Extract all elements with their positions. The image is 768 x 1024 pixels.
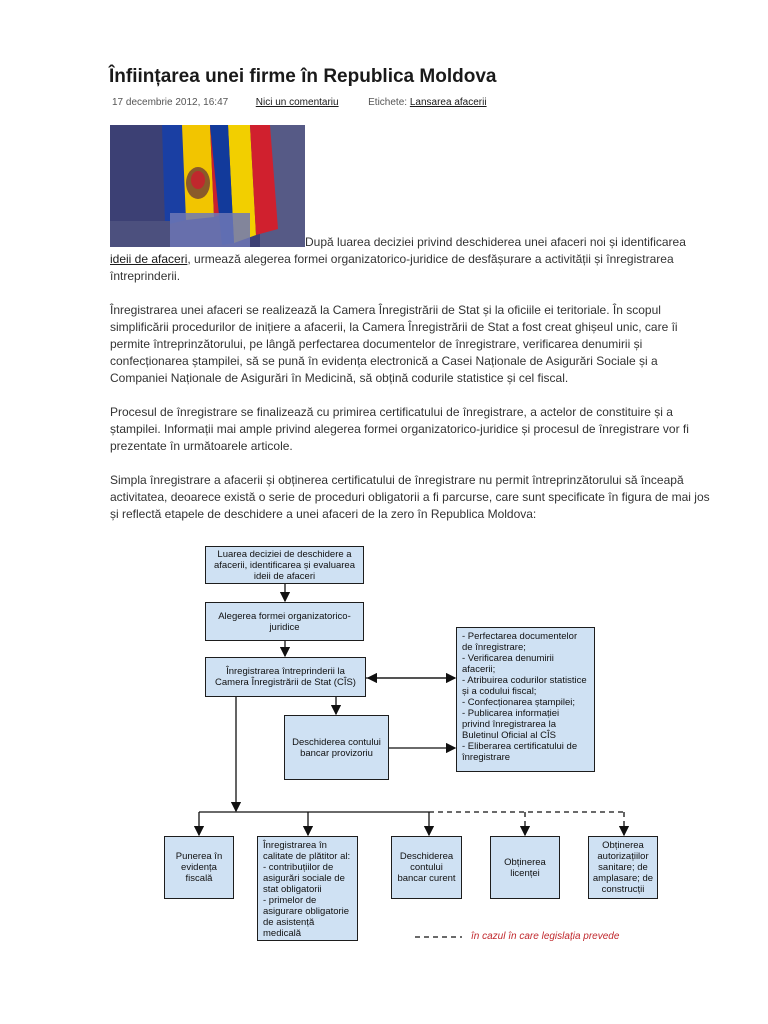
authorizations-label: Obținerea autorizațiilor sanitare; de amplasare; de construcții	[592, 840, 654, 895]
license-box	[490, 836, 560, 899]
license-label: Obținerea licenței	[504, 856, 546, 879]
fiscal-record-box	[164, 836, 234, 899]
contributions-box	[257, 836, 358, 941]
paragraph-4: Simpla înregistrare a afacerii și obținerea certificatului de înregistrare nu permit întreprinzătorului să înceapă activitatea, deoarece există o serie de proceduri obligatorii a fi parcurse, care sunt specificate în figura de mai jos și reflectă etapele de deschidere a unei afaceri de la zero în Republica Moldova:	[110, 473, 710, 521]
article-title: Înființarea unei firme în Republica Moldova	[109, 66, 497, 87]
registration-details-label: - Perfectarea documentelor de înregistrare; - Verificarea denumirii afacerii; - Atribuirea codurilor statistice și a codului fiscal; - Confecționarea ștampilei; - Publicarea informației privind înregistrarea la Buletinul Oficial al CÎS - Eliberarea certificatului de înregistrare	[462, 631, 587, 763]
current-account-label: Deschiderea contului bancar curent	[397, 851, 456, 884]
fiscal-record-label: Punerea în evidența fiscală	[175, 851, 223, 884]
tag-link[interactable]: Lansarea afacerii	[409, 97, 487, 108]
step-decision-box	[205, 546, 364, 584]
current-account-box	[391, 836, 462, 899]
business-idea-link[interactable]: ideii de afaceri	[110, 252, 188, 266]
tags-label: Etichete:	[368, 97, 408, 108]
post-date: 17 decembrie 2012, 16:47	[112, 97, 229, 108]
authorizations-box	[588, 836, 658, 899]
step-provisional-account-label: Deschiderea contului bancar provizoriu	[292, 736, 381, 759]
step-provisional-account-box	[284, 715, 389, 780]
paragraph-3: Procesul de înregistrare se finalizează cu primirea certificatului de înregistrare, a actelor de constituire și a ștampilei. Informații mai ample privind alegerea formei organizatorico-juridice și procesul de înregistrare vor fi prezentate în următoarele articole.	[110, 405, 689, 453]
dashed-line-legend: în cazul în care legislația prevede	[471, 931, 620, 942]
step-registration-label: Înregistrarea întreprinderii la Camera Înregistrării de Stat (CÎS)	[215, 666, 356, 688]
step-decision-label: Luarea deciziei de deschidere a afacerii, identificarea și evaluarea ideii de afaceri	[214, 548, 355, 582]
registration-details-box	[456, 627, 595, 772]
step-legal-form-box	[205, 602, 364, 641]
contributions-label: Înregistrarea în calitate de plătitor al: - contribuțiilor de asigurări sociale de stat obligatorii - primelor de asigurare obligatorie de asistență medicală	[263, 840, 351, 939]
step-registration-box	[205, 657, 366, 697]
paragraph-1-text-end: , urmează alegerea formei organizatorico-juridice de desfășurare a activității și înregistrarea întreprinderii.	[110, 252, 674, 283]
paragraph-2: Înregistrarea unei afaceri se realizează la Camera Înregistrării de Stat și la oficiile ei teritoriale. În scopul simplificării procedurilor de inițiere a afacerii, la Camera Înregistrării de Stat a fost creat ghișeul unic, care îi permite întreprinzătorului, pe lângă perfectarea documentelor de înregistrare, verificarea denumirii și confecționarea ștampilei, să se pună în evidența electronică a Casei Naționale de Asigurări Sociale și a Companiei Naționale de Asigurări în Medicină, să obțină codurile statistice și cel fiscal.	[110, 303, 678, 385]
comments-link[interactable]: Nici un comentariu	[255, 97, 339, 108]
paragraph-1-text-start: După luarea deciziei privind deschiderea unei afaceri noi și identificarea	[305, 235, 686, 249]
step-legal-form-label: Alegerea formei organizatorico-juridice	[218, 610, 351, 633]
